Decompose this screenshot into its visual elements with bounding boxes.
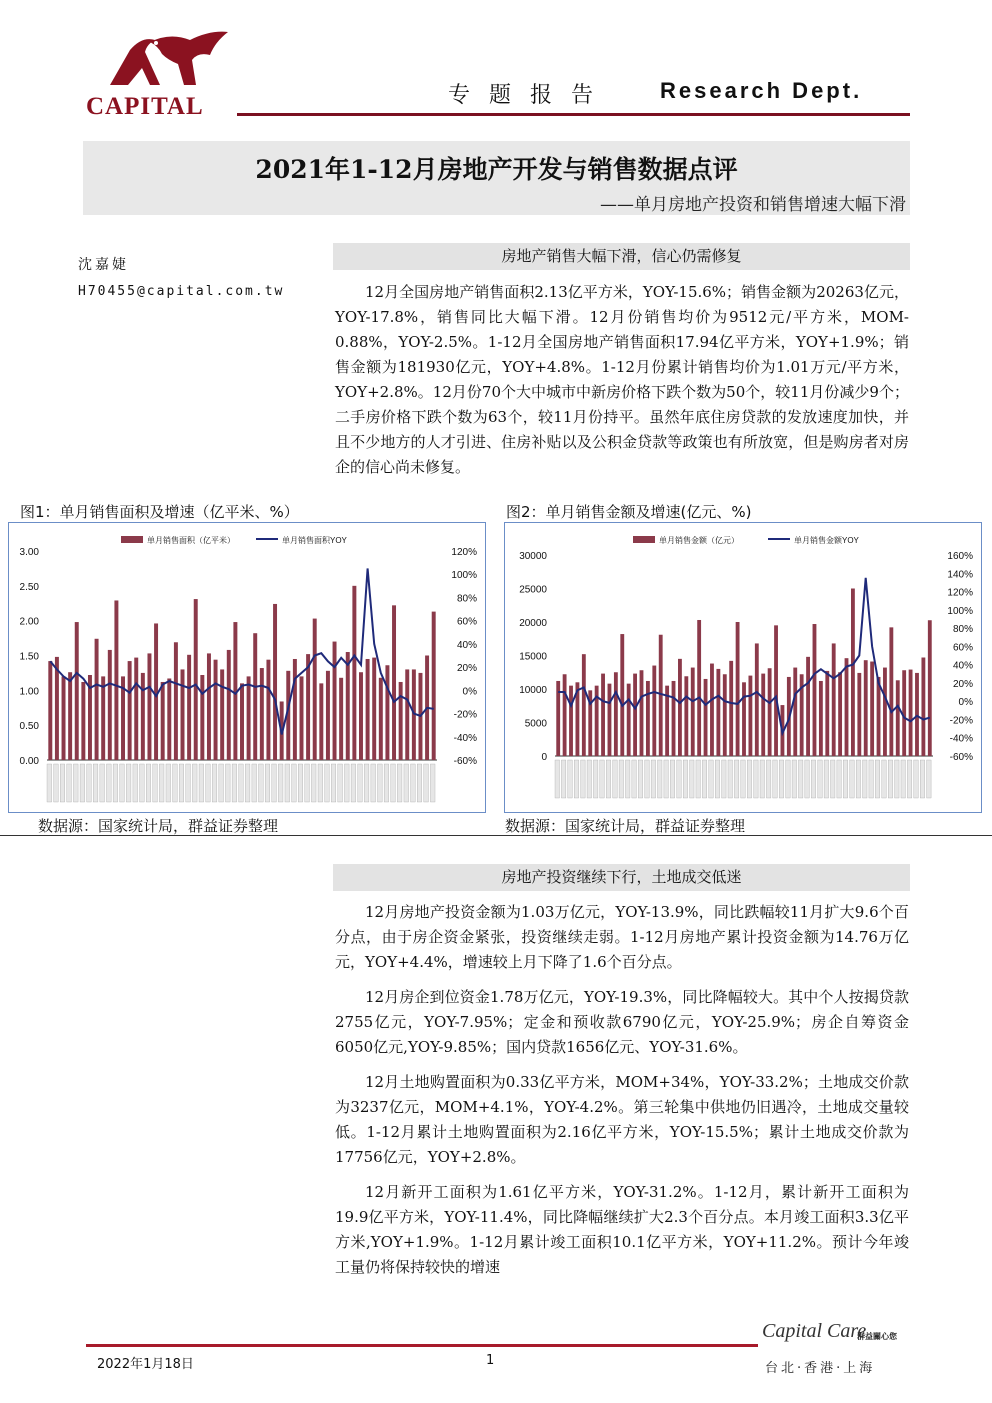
y-right-tick-label: -20%: [949, 715, 973, 727]
section-body: [335, 280, 909, 480]
author-name: 沈嘉婕: [78, 257, 129, 273]
x-tick-label-mark: [613, 760, 617, 798]
paragraph: 12月新开工面积为1.61亿平方米，YOY-31.2%。1-12月，累计新开工面积为19.9亿平方米，YOY-11.4%，同比降幅继续扩大2.3个百分点。本月竣工面积3.3亿平方米,YOY+1.9%。1-12月累计竣工面积10.1亿平方米，YOY+11.2%。预计今年竣工量仍将保持较快的增速: [335, 1183, 909, 1276]
y-left-tick-label: 25000: [519, 584, 547, 596]
x-tick-label-mark: [378, 764, 383, 802]
bar: [385, 665, 389, 760]
x-tick-label-mark: [259, 764, 264, 802]
y-left-tick-label: 3.00: [19, 547, 39, 558]
bar: [200, 675, 204, 760]
bar: [909, 670, 913, 756]
chart-1: [9, 523, 485, 812]
x-tick-label-mark: [869, 760, 873, 798]
bar: [601, 674, 605, 756]
bar: [793, 668, 797, 756]
x-tick-label-mark: [371, 764, 376, 802]
y-right-tick-label: 120%: [947, 587, 973, 599]
figure-divider: [0, 835, 992, 836]
x-tick-label-mark: [411, 764, 416, 802]
x-tick-label-mark: [850, 760, 854, 798]
y-right-tick-label: -60%: [453, 756, 477, 767]
y-left-tick-label: 1.50: [19, 651, 39, 663]
x-tick-label-mark: [754, 760, 758, 798]
bar: [253, 633, 257, 760]
y-left-tick-label: 30000: [519, 551, 547, 562]
x-tick-label-mark: [391, 764, 396, 802]
y-right-tick-label: 100%: [451, 570, 477, 582]
x-tick-label-mark: [798, 760, 802, 798]
x-tick-label-mark: [278, 764, 283, 802]
bar: [141, 673, 145, 760]
y-left-tick-label: 20000: [519, 618, 547, 629]
bar: [101, 676, 105, 760]
x-tick-label-mark: [664, 760, 668, 798]
bar: [405, 669, 409, 760]
bar: [247, 676, 251, 760]
bar: [339, 678, 343, 760]
x-tick-label-mark: [722, 760, 726, 798]
y-right-tick-label: 80%: [456, 593, 477, 605]
bar: [333, 642, 337, 760]
x-tick-label-mark: [895, 760, 899, 798]
x-tick-label-mark: [186, 764, 191, 802]
x-tick-label-mark: [305, 764, 310, 802]
bar: [672, 681, 676, 756]
bar: [306, 654, 310, 760]
x-tick-label-mark: [863, 760, 867, 798]
x-tick-label-mark: [199, 764, 204, 802]
bar: [825, 671, 829, 756]
y-right-tick-label: -40%: [949, 733, 973, 745]
y-left-tick-label: 15000: [519, 651, 547, 663]
y-right-tick-label: 100%: [947, 605, 973, 617]
x-tick-label-mark: [133, 764, 138, 802]
bar: [266, 660, 270, 760]
bar: [761, 674, 765, 756]
y-right-tick-label: 0%: [462, 686, 477, 698]
x-tick-label-mark: [760, 760, 764, 798]
bar: [81, 682, 85, 760]
x-tick-label-mark: [811, 760, 815, 798]
x-tick-label-mark: [702, 760, 706, 798]
x-tick-label-mark: [587, 760, 591, 798]
y-right-tick-label: 40%: [952, 660, 973, 672]
x-tick-label-mark: [773, 760, 777, 798]
x-tick-label-mark: [632, 760, 636, 798]
x-tick-label-mark: [606, 760, 610, 798]
x-tick-label-mark: [272, 764, 277, 802]
chart-1-frame: [8, 522, 486, 813]
footer-brand-sub: 群益關心您: [857, 1332, 897, 1341]
bar: [883, 668, 887, 756]
bar: [68, 672, 72, 760]
bar: [147, 653, 151, 760]
x-tick-label-mark: [60, 764, 65, 802]
footer-cities: 台北·香港·上海: [765, 1361, 876, 1376]
x-tick-label-mark: [561, 760, 565, 798]
x-tick-label-mark: [670, 760, 674, 798]
x-tick-label-mark: [331, 764, 336, 802]
y-left-tick-label: 10000: [519, 685, 547, 696]
bar: [319, 683, 323, 760]
x-tick-label-mark: [344, 764, 349, 802]
bar: [326, 671, 330, 760]
bar: [181, 669, 185, 760]
x-tick-label-mark: [54, 764, 59, 802]
bar: [723, 674, 727, 756]
x-tick-label-mark: [219, 764, 224, 802]
y-right-tick-label: -20%: [453, 709, 477, 721]
bar: [161, 682, 165, 760]
x-tick-label-mark: [311, 764, 316, 802]
figure-caption: 图2：单月销售金额及增速(亿元、%): [506, 503, 752, 521]
x-tick-label-mark: [818, 760, 822, 798]
y-right-tick-label: 120%: [451, 547, 477, 558]
x-tick-label-mark: [113, 764, 118, 802]
bar: [260, 668, 264, 760]
bar: [55, 657, 59, 760]
bar: [736, 622, 740, 756]
bar: [563, 674, 567, 756]
y-right-tick-label: 0%: [958, 697, 973, 709]
logo: [100, 30, 240, 92]
bar: [851, 589, 855, 757]
bar: [174, 642, 178, 760]
header-divider: [237, 113, 910, 116]
x-tick-label-mark: [245, 764, 250, 802]
paragraph: 12月房企到位资金1.78万亿元，YOY-19.3%，同比降幅较大。其中个人按揭贷款2755亿元，YOY-7.95%；定金和预收款6790亿元，YOY-25.9%；房企自筹资金6050亿元,YOY-9.85%；国内贷款1656亿元、YOY-31.6%。: [335, 988, 909, 1056]
bar: [857, 673, 861, 756]
bar: [273, 604, 277, 760]
x-tick-label-mark: [651, 760, 655, 798]
x-tick-label-mark: [728, 760, 732, 798]
bar: [678, 659, 682, 756]
x-tick-label-mark: [907, 760, 911, 798]
x-tick-label-mark: [166, 764, 171, 802]
x-tick-label-mark: [179, 764, 184, 802]
x-tick-label-mark: [87, 764, 92, 802]
x-tick-label-mark: [225, 764, 230, 802]
bar: [194, 599, 198, 760]
bar: [620, 634, 624, 756]
y-left-tick-label: 5000: [524, 718, 547, 730]
x-tick-label-mark: [173, 764, 178, 802]
paragraph: 12月土地购置面积为0.33亿平方米，MOM+34%，YOY-33.2%；土地成交价款为3237亿元，MOM+4.1%，YOY-4.2%。第三轮集中供地仍旧遇冷，土地成交量较低。1-12月累计土地购置面积为2.16亿平方米，YOY-15.5%；累计土地成交价款为17756亿元，YOY+2.8%。: [335, 1073, 909, 1166]
bar: [659, 635, 663, 756]
x-tick-label-mark: [126, 764, 131, 802]
bar: [806, 657, 810, 756]
x-tick-label-mark: [914, 760, 918, 798]
x-tick-label-mark: [792, 760, 796, 798]
x-tick-label-mark: [146, 764, 151, 802]
x-tick-label-mark: [837, 760, 841, 798]
bar: [48, 661, 52, 760]
bar: [366, 659, 370, 760]
section-body: [335, 900, 909, 1280]
bar: [372, 658, 376, 760]
y-right-tick-label: -60%: [949, 752, 973, 763]
bar: [240, 683, 244, 760]
x-tick-label-mark: [715, 760, 719, 798]
x-tick-label-mark: [192, 764, 197, 802]
x-tick-label-mark: [351, 764, 356, 802]
bar: [729, 661, 733, 756]
bar: [346, 652, 350, 760]
bar: [75, 622, 79, 760]
bar: [167, 678, 171, 760]
x-tick-label-mark: [417, 764, 422, 802]
x-tick-label-mark: [212, 764, 217, 802]
x-tick-label-mark: [73, 764, 78, 802]
x-tick-label-mark: [619, 760, 623, 798]
bar: [313, 619, 317, 760]
x-tick-label-mark: [285, 764, 290, 802]
bar: [359, 672, 363, 760]
x-tick-label-mark: [298, 764, 303, 802]
x-tick-label-mark: [239, 764, 244, 802]
bar: [755, 643, 759, 756]
x-tick-label-mark: [600, 760, 604, 798]
bar: [896, 680, 900, 756]
legend-label: 单月销售面积YOY: [282, 536, 347, 545]
y-right-tick-label: -40%: [453, 732, 477, 744]
bar: [352, 586, 356, 760]
bar: [220, 669, 224, 760]
bar: [640, 670, 644, 756]
footer-brand: Capital Care: [762, 1320, 867, 1342]
eagle-logo-icon: [100, 30, 240, 92]
bar: [889, 627, 893, 756]
bar: [838, 672, 842, 756]
report-subtitle: ——单月房地产投资和销售增速大幅下滑: [600, 195, 906, 215]
bar: [608, 684, 612, 756]
bar: [300, 676, 304, 760]
x-tick-label-mark: [927, 760, 931, 798]
x-tick-label-mark: [252, 764, 257, 802]
x-tick-label-mark: [159, 764, 164, 802]
x-tick-label-mark: [638, 760, 642, 798]
bar: [207, 653, 211, 760]
bar: [742, 682, 746, 756]
x-tick-label-mark: [882, 760, 886, 798]
x-tick-label-mark: [120, 764, 125, 802]
bar: [128, 661, 132, 760]
bar: [748, 676, 752, 756]
y-right-tick-label: 20%: [952, 678, 973, 690]
x-tick-label-mark: [384, 764, 389, 802]
y-right-tick-label: 60%: [456, 616, 477, 628]
bar: [614, 672, 618, 756]
x-tick-label-mark: [338, 764, 343, 802]
bar: [627, 684, 631, 756]
bar: [62, 676, 66, 760]
y-left-tick-label: 0.50: [19, 721, 39, 733]
legend-label: 单月销售金额（亿元）: [659, 536, 739, 545]
x-tick-label-mark: [325, 764, 330, 802]
x-tick-label-mark: [265, 764, 270, 802]
x-tick-label-mark: [766, 760, 770, 798]
bar: [582, 654, 586, 756]
author-email[interactable]: H70455@capital.com.tw: [78, 284, 285, 299]
bar: [691, 668, 695, 756]
bar: [134, 658, 138, 760]
bar: [108, 650, 112, 760]
y-right-tick-label: 60%: [952, 642, 973, 654]
x-tick-label-mark: [888, 760, 892, 798]
x-tick-label-mark: [747, 760, 751, 798]
x-tick-label-mark: [875, 760, 879, 798]
bar: [114, 600, 118, 760]
bar: [697, 620, 701, 756]
bar: [187, 655, 191, 760]
section-heading: 房地产销售大幅下滑，信心仍需修复: [333, 243, 910, 270]
bar: [832, 643, 836, 756]
bar: [214, 660, 218, 760]
x-tick-label-mark: [568, 760, 572, 798]
x-tick-label-mark: [734, 760, 738, 798]
figure-source: 数据源：国家统计局，群益证券整理: [505, 817, 746, 835]
x-tick-label-mark: [645, 760, 649, 798]
legend-swatch-bar: [633, 536, 655, 543]
x-tick-label-mark: [364, 764, 369, 802]
legend-swatch-bar: [121, 536, 143, 543]
x-tick-label-mark: [358, 764, 363, 802]
bar: [915, 673, 919, 756]
x-tick-label-mark: [555, 760, 559, 798]
x-tick-label-mark: [47, 764, 52, 802]
bar: [704, 679, 708, 756]
section-heading: 房地产投资继续下行，土地成交低迷: [333, 864, 910, 891]
x-tick-label-mark: [677, 760, 681, 798]
bar: [95, 639, 99, 760]
bar: [227, 650, 231, 760]
y-right-tick-label: 160%: [947, 551, 973, 562]
x-tick-label-mark: [901, 760, 905, 798]
bar: [813, 624, 817, 756]
x-tick-label-mark: [67, 764, 72, 802]
chart-2: [505, 523, 981, 812]
report-type: 专题报告: [448, 83, 613, 108]
x-tick-label-mark: [404, 764, 409, 802]
x-tick-label-mark: [574, 760, 578, 798]
x-tick-label-mark: [80, 764, 85, 802]
x-tick-label-mark: [920, 760, 924, 798]
bar: [646, 681, 650, 756]
y-left-tick-label: 0: [541, 752, 547, 763]
x-tick-label-mark: [843, 760, 847, 798]
bar: [432, 612, 436, 760]
x-tick-label-mark: [856, 760, 860, 798]
x-tick-label-mark: [397, 764, 402, 802]
research-dept: Research Dept.: [660, 78, 863, 103]
paragraph: 12月全国房地产销售面积2.13亿平方米，YOY-15.6%；销售金额为20263亿元，YOY-17.8%，销售同比大幅下滑。12月份销售均价为9512元/平方米，MOM-0.88%，YOY-2.5%。1-12月全国房地产销售面积17.94亿平方米，YOY+1.9%；销售金额为181930亿元，YOY+4.8%。1-12月份累计销售均价为1.01万元/平方米，YOY+2.8%。12月份70个大中城市中新房价格下跌个数为50个，较11月份减少9个；二手房价格下跌个数为63个，较11月份持平。虽然年底住房贷款的发放速度加快，并且不少地方的人才引进、住房补贴以及公积金贷款等政策也有所放宽，但是购房者对房企的信心尚未修复。: [335, 283, 909, 476]
x-tick-label-mark: [430, 764, 435, 802]
footer-date: 2022年1月18日: [97, 1357, 194, 1372]
x-tick-label-mark: [709, 760, 713, 798]
x-tick-label-mark: [232, 764, 237, 802]
y-right-tick-label: 40%: [456, 639, 477, 651]
x-tick-label-mark: [581, 760, 585, 798]
y-right-tick-label: 80%: [952, 624, 973, 636]
bar: [774, 625, 778, 756]
footer-divider: [86, 1344, 758, 1347]
x-tick-label-mark: [424, 764, 429, 802]
x-tick-label-mark: [741, 760, 745, 798]
bar: [864, 660, 868, 756]
figure-caption: 图1：单月销售面积及增速（亿平米、%）: [20, 503, 299, 521]
y-right-tick-label: 20%: [456, 663, 477, 675]
figure-source: 数据源：国家统计局，群益证券整理: [38, 817, 279, 835]
bar: [819, 681, 823, 756]
bar: [684, 676, 688, 756]
legend-label: 单月销售金额YOY: [794, 536, 859, 545]
chart-2-frame: [504, 522, 982, 813]
logo-text: CAPITAL: [86, 93, 204, 120]
legend-label: 单月销售面积（亿平米）: [147, 536, 235, 545]
bar: [877, 677, 881, 756]
bar: [652, 666, 656, 756]
bar: [633, 674, 637, 756]
x-tick-label-mark: [805, 760, 809, 798]
x-tick-label-mark: [786, 760, 790, 798]
bar: [768, 668, 772, 756]
x-tick-label-mark: [292, 764, 297, 802]
y-right-tick-label: 140%: [947, 569, 973, 581]
page-number: 1: [486, 1353, 495, 1368]
x-tick-label-mark: [625, 760, 629, 798]
x-tick-label-mark: [683, 760, 687, 798]
bar: [293, 659, 297, 760]
x-tick-label-mark: [153, 764, 158, 802]
bar: [716, 669, 720, 756]
bar: [921, 658, 925, 756]
y-left-tick-label: 2.00: [19, 616, 39, 628]
x-tick-label-mark: [690, 760, 694, 798]
bar: [710, 664, 714, 756]
x-tick-label-mark: [696, 760, 700, 798]
paragraph: 12月房地产投资金额为1.03万亿元，YOY-13.9%，同比跌幅较11月扩大9.6个百分点，由于房企资金紧张，投资继续走弱。1-12月房地产累计投资金额为14.76万亿元，YOY+4.4%，增速较上月下降了1.6个百分点。: [335, 903, 909, 971]
x-tick-label-mark: [100, 764, 105, 802]
x-tick-label-mark: [318, 764, 323, 802]
bar: [870, 662, 874, 756]
bar: [845, 658, 849, 756]
x-tick-label-mark: [824, 760, 828, 798]
x-tick-label-mark: [593, 760, 597, 798]
bar: [569, 686, 573, 756]
bar: [928, 620, 932, 756]
y-left-tick-label: 2.50: [19, 581, 39, 593]
x-tick-label-mark: [206, 764, 211, 802]
x-tick-label-mark: [830, 760, 834, 798]
x-tick-label-mark: [140, 764, 145, 802]
bar: [392, 605, 396, 760]
x-tick-label-mark: [779, 760, 783, 798]
x-tick-label-mark: [658, 760, 662, 798]
x-tick-label-mark: [106, 764, 111, 802]
y-left-tick-label: 0.00: [19, 756, 39, 767]
bar: [379, 678, 383, 760]
bar: [399, 682, 403, 760]
x-tick-label-mark: [93, 764, 98, 802]
y-left-tick-label: 1.00: [19, 686, 39, 698]
report-title: 2021年1-12月房地产开发与销售数据点评: [255, 155, 738, 184]
